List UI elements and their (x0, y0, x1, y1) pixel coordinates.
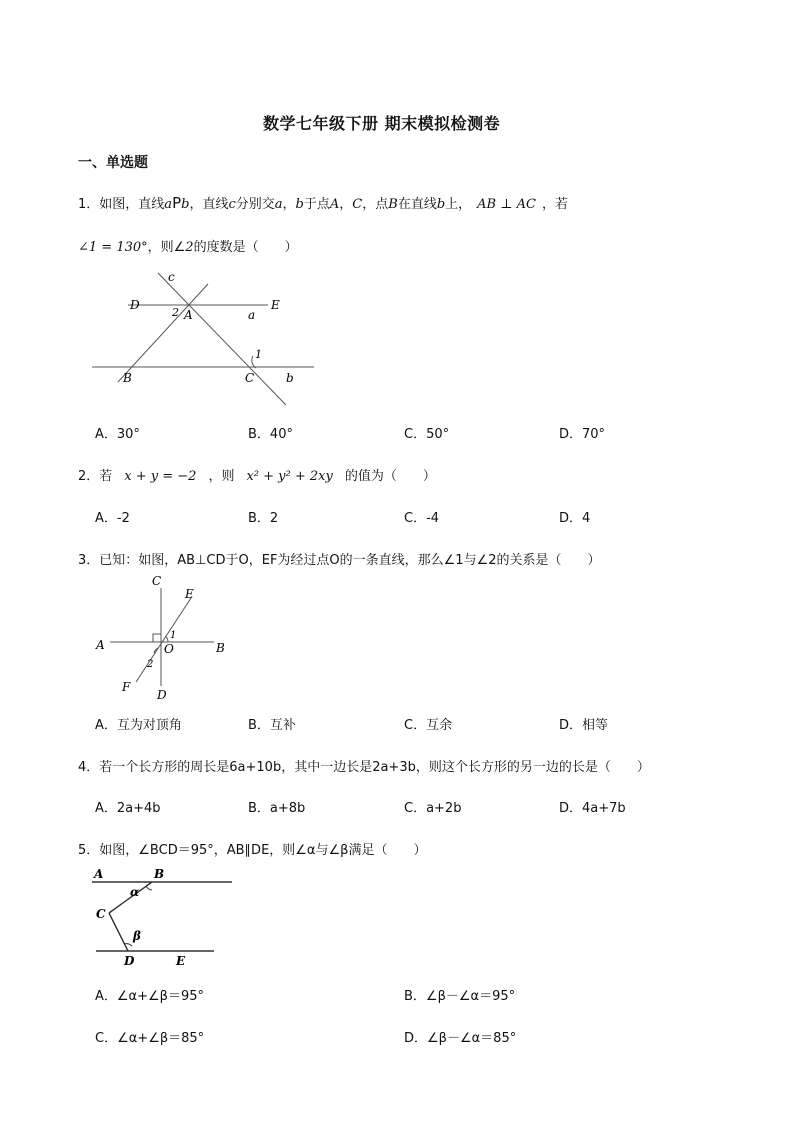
label-A: A (184, 308, 193, 322)
label-D: D (130, 298, 140, 312)
label-c: c (168, 270, 175, 284)
label-C: C (96, 907, 106, 921)
q2-option-a[interactable]: A．-2 (95, 511, 130, 526)
q4-option-c[interactable]: C．a+2b (404, 801, 462, 816)
question-5: 5．如图，∠BCD＝95°，AB∥DE，则∠α与∠β满足（ ） (78, 843, 427, 858)
q2-option-d[interactable]: D．4 (559, 511, 591, 526)
q5-option-c[interactable]: C．∠α+∠β＝85° (95, 1031, 205, 1046)
q3-option-a[interactable]: A．互为对顶角 (95, 718, 182, 733)
q5-option-a[interactable]: A．∠α+∠β＝95° (95, 989, 205, 1004)
label-F: F (122, 680, 131, 694)
label-angle-2: 2 (172, 306, 179, 319)
q1-option-c[interactable]: C．50° (404, 427, 450, 442)
label-a: a (248, 308, 256, 322)
q3-option-d[interactable]: D．相等 (559, 718, 609, 733)
page-title: 数学七年级下册 期末模拟检测卷 (263, 114, 501, 133)
question-1-line-2: ∠1 = 130°，则∠2的度数是（ ） (78, 240, 298, 255)
question-1-figure (90, 266, 320, 408)
label-angle-1: 1 (255, 348, 262, 361)
label-D: D (124, 954, 135, 968)
q4-option-a[interactable]: A．2a+4b (95, 801, 161, 816)
question-5-figure (88, 864, 238, 974)
question-3-figure (90, 574, 235, 704)
question-4: 4．若一个长方形的周长是6a+10b，其中一边长是2a+3b，则这个长方形的另一边的长是（ ） (78, 760, 650, 775)
label-A: A (96, 638, 105, 652)
label-B: B (154, 867, 165, 881)
label-D: D (157, 688, 167, 702)
question-1-line-1: 1．如图，直线aPb，直线c分别交a，b于点A，C，点B在直线b上， AB ⊥ AC ，若 (78, 194, 568, 212)
q2-option-c[interactable]: C．-4 (404, 511, 440, 526)
label-E: E (176, 954, 186, 968)
label-E: E (271, 298, 280, 312)
q4-option-d[interactable]: D．4a+7b (559, 801, 626, 816)
label-B: B (123, 371, 132, 385)
q3-option-c[interactable]: C．互余 (404, 718, 453, 733)
q1-option-a[interactable]: A．30° (95, 427, 140, 442)
q2-option-b[interactable]: B．2 (248, 511, 279, 526)
q3-option-b[interactable]: B．互补 (248, 718, 296, 733)
label-C: C (152, 574, 162, 588)
q1-option-d[interactable]: D．70° (559, 427, 606, 442)
q5-option-b[interactable]: B．∠β－∠α＝95° (404, 989, 516, 1004)
label-E: E (185, 587, 194, 601)
q4-option-b[interactable]: B．a+8b (248, 801, 306, 816)
label-B: B (216, 641, 225, 655)
label-alpha: α (130, 885, 140, 899)
label-C: C (245, 371, 255, 385)
label-beta: β (133, 929, 141, 943)
question-3: 3．已知：如图，AB⊥CD于O，EF为经过点O的一条直线，那么∠1与∠2的关系是（ ） (78, 553, 601, 568)
question-2: 2．若 x + y = −2 ，则 x² + y² + 2xy 的值为（ ） (78, 469, 436, 484)
label-A: A (94, 867, 104, 881)
q1-option-b[interactable]: B．40° (248, 427, 293, 442)
label-angle-2: 2 (147, 659, 154, 670)
section-heading: 一、单选题 (78, 155, 148, 171)
q5-option-d[interactable]: D．∠β－∠α＝85° (404, 1031, 517, 1046)
label-b: b (286, 371, 294, 385)
label-angle-1: 1 (170, 630, 177, 641)
label-O: O (164, 642, 174, 656)
